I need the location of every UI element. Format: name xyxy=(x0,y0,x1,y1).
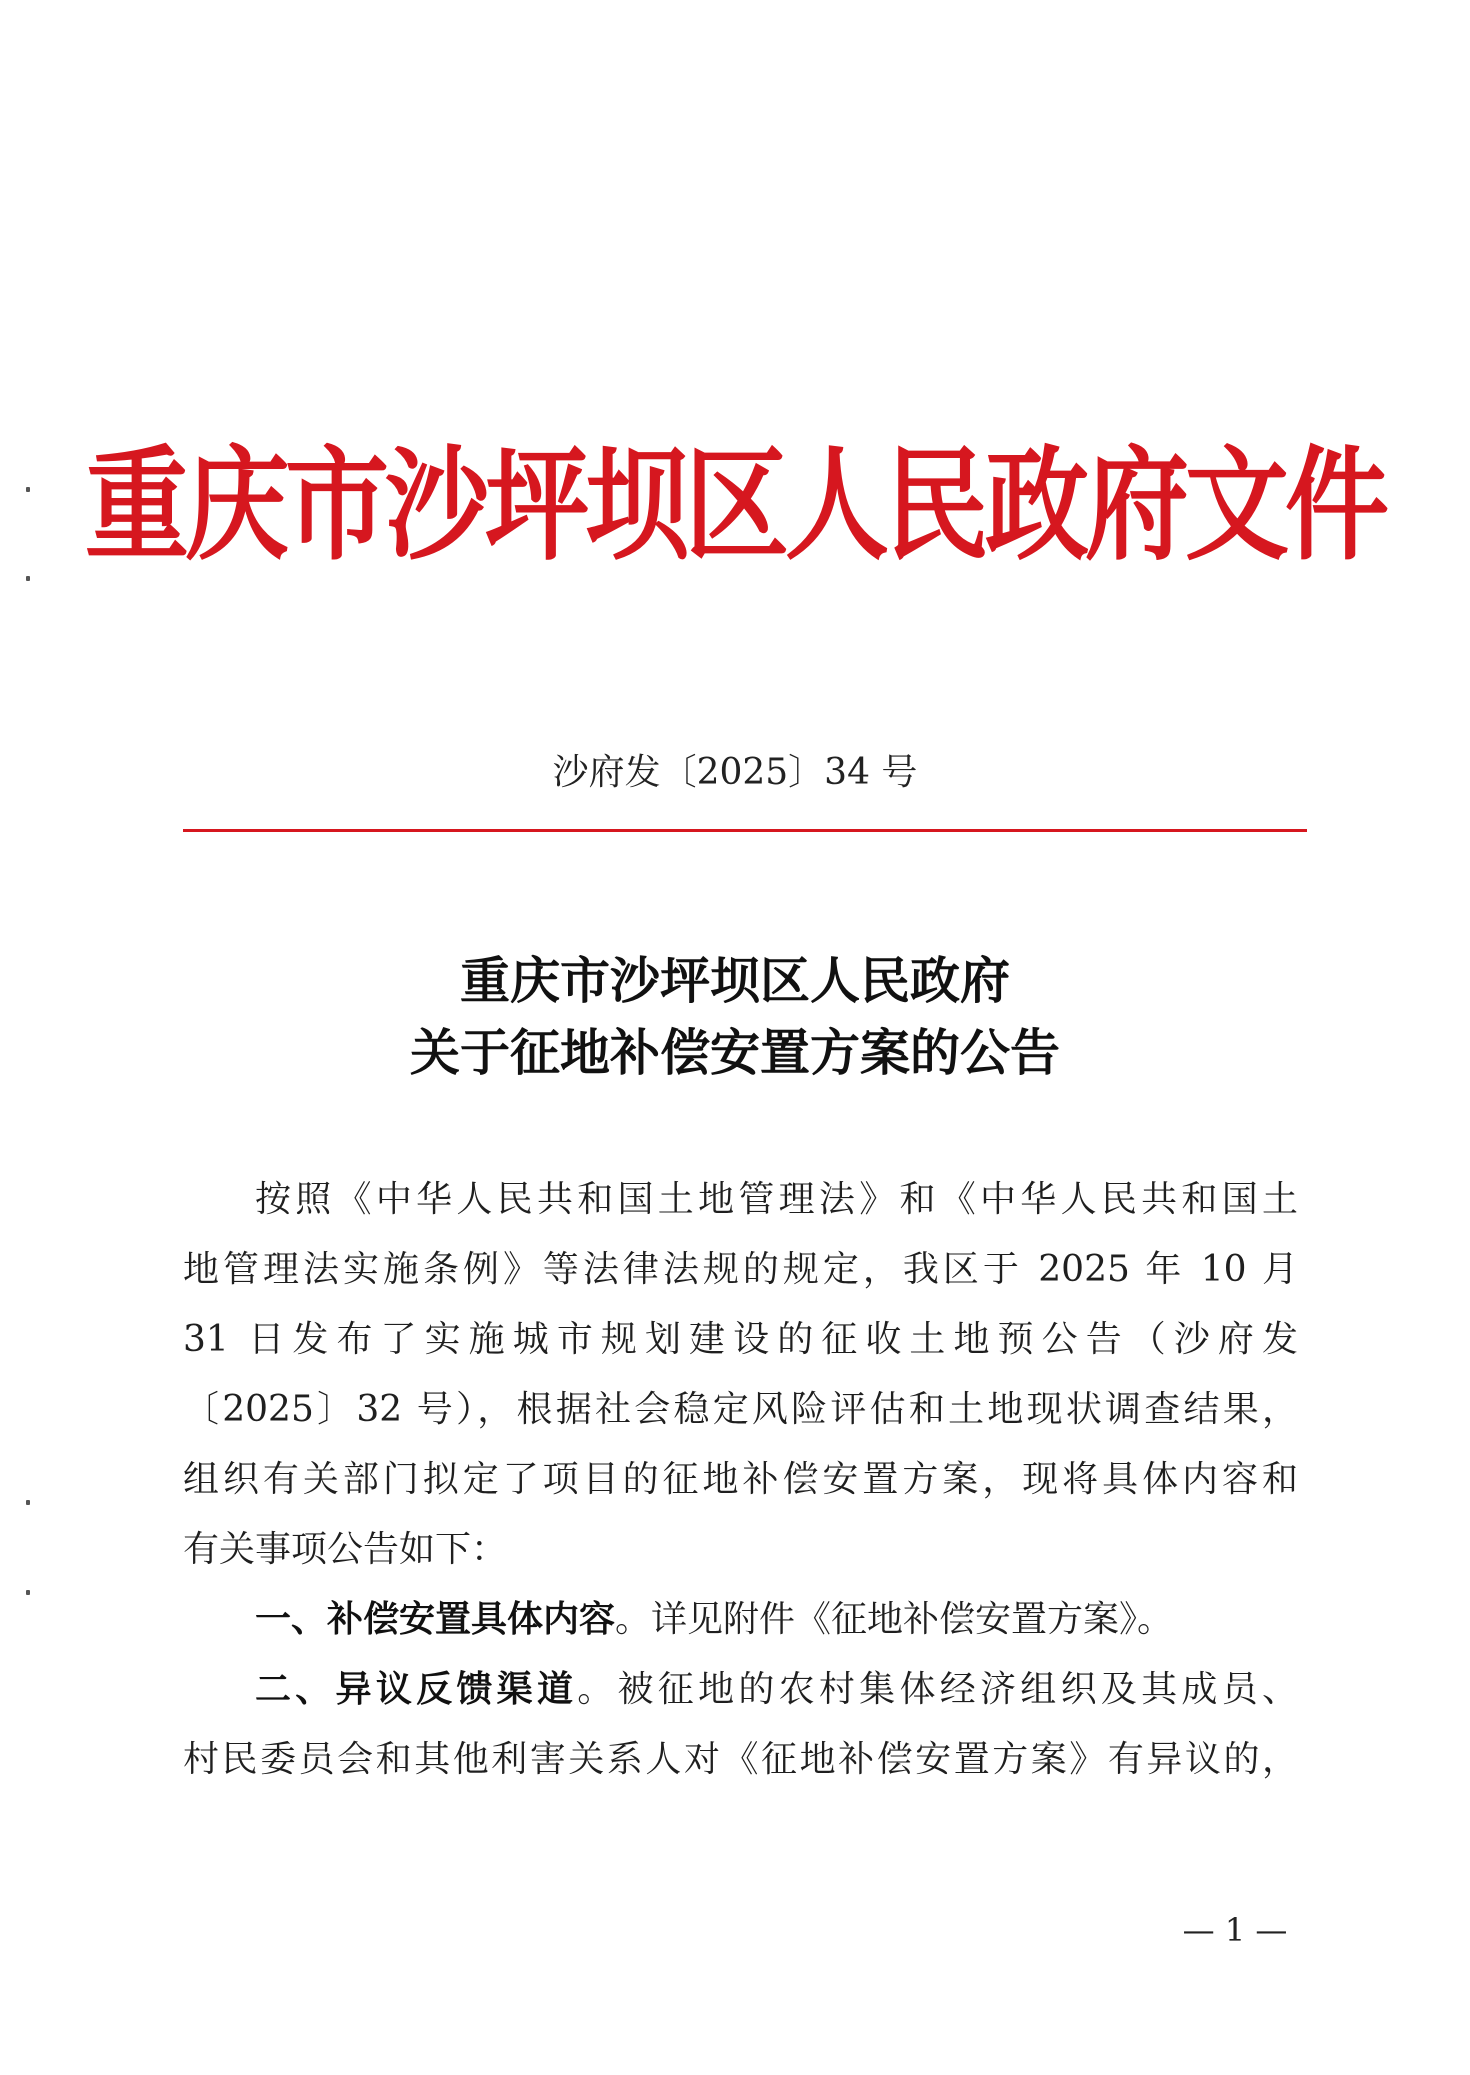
body-line: 按照《中华人民共和国土地管理法》和《中华人民共和国土 xyxy=(255,1179,1298,1220)
body-line: 有关事项公告如下： xyxy=(183,1529,508,1570)
section-2-heading: 二、异议反馈渠道 xyxy=(255,1669,578,1710)
section-2-continuation: 村民委员会和其他利害关系人对《征地补偿安置方案》有异议的， xyxy=(183,1739,1298,1780)
section-1 xyxy=(255,1595,1298,1645)
document-number: 沙府发〔2025〕34 号 xyxy=(552,752,918,793)
red-divider-line xyxy=(183,829,1307,832)
scan-mark xyxy=(26,1500,30,1505)
body-line: 地管理法实施条例》等法律法规的规定，我区于 2025 年 10 月 xyxy=(183,1249,1298,1290)
section-2 xyxy=(255,1665,1298,1715)
body-line: 〔2025〕32 号），根据社会稳定风险评估和土地现状调查结果， xyxy=(183,1389,1298,1430)
body-line: 组织有关部门拟定了项目的征地补偿安置方案，现将具体内容和 xyxy=(183,1459,1298,1500)
body-line: 31 日发布了实施城市规划建设的征收土地预公告（沙府发 xyxy=(183,1319,1298,1360)
document-header-title: 重庆市沙坪坝区人民政府文件 xyxy=(84,432,1385,578)
section-1-heading: 一、补偿安置具体内容 xyxy=(255,1599,616,1640)
announcement-title-line-1: 重庆市沙坪坝区人民政府 xyxy=(460,951,1010,1010)
section-1-text: 。详见附件《征地补偿安置方案》。 xyxy=(615,1599,1174,1640)
announcement-title-line-2: 关于征地补偿安置方案的公告 xyxy=(410,1023,1060,1082)
page-number: — 1 — xyxy=(1182,1911,1288,1949)
scan-mark xyxy=(26,1590,30,1595)
section-2-text: 。被征地的农村集体经济组织及其成员、 xyxy=(577,1669,1298,1710)
